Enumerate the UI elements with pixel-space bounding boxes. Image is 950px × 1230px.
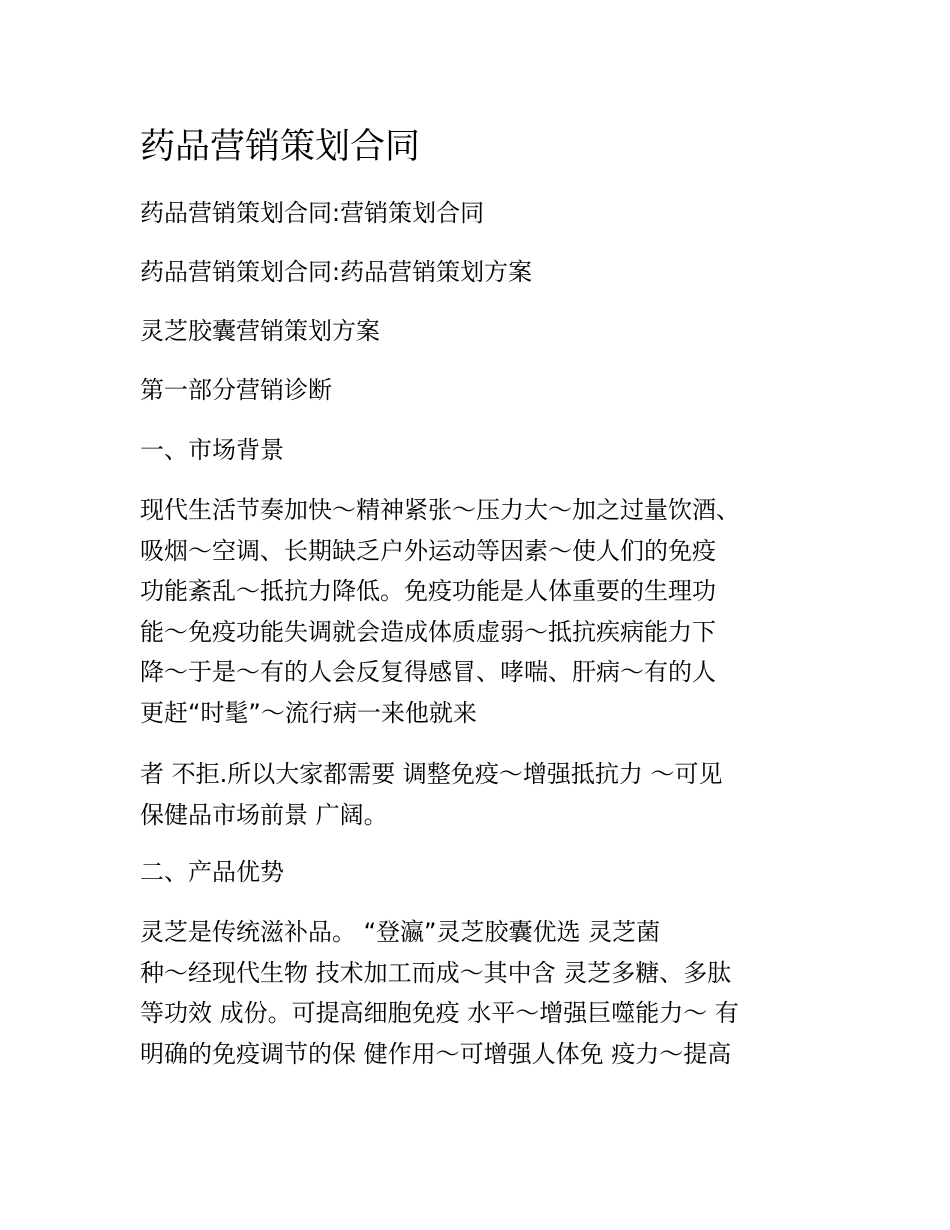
paragraph-market-outlook	[140, 754, 808, 835]
part-one-heading: 第一部分营销诊断	[140, 376, 332, 404]
paragraph-line: 种～经现代生物 技术加工而成～其中含 灵芝多糖、多肽	[140, 958, 732, 987]
paragraph-market-background	[140, 490, 808, 733]
section-market-background-heading: 一、市场背景	[140, 436, 284, 464]
paragraph-line: 功能紊乱～抵抗力降低。免疫功能是人体重要的生理功	[140, 577, 716, 605]
paragraph-line: 吸烟～空调、长期缺乏户外运动等因素～使人们的免疫	[140, 536, 716, 565]
paragraph-line: 能～免疫功能失调就会造成体质虚弱～抵抗疾病能力下	[140, 617, 716, 646]
paragraph-product-advantage	[140, 912, 808, 1074]
subtitle-plan: 药品营销策划合同:药品营销策划方案	[140, 258, 533, 286]
paragraph-line: 者 不拒.所以大家都需要 调整免疫～增强抵抗力 ～可见	[140, 760, 723, 788]
subtitle-contract: 药品营销策划合同:营销策划合同	[140, 199, 485, 227]
section-product-advantage-heading: 二、产品优势	[140, 858, 284, 886]
paragraph-line: 更赶“时髦”～流行病一来他就来	[140, 698, 477, 727]
paragraph-line: 明确的免疫调节的保 健作用～可增强人体免 疫力～提高	[140, 1039, 732, 1068]
paragraph-line: 降～于是～有的人会反复得感冒、哮喘、肝病～有的人	[140, 658, 716, 686]
paragraph-line: 灵芝是传统滋补品。 “登瀛”灵芝胶囊优选 灵芝菌	[140, 918, 661, 946]
paragraph-line: 保健品市场前景 广阔。	[140, 800, 388, 829]
paragraph-line: 等功效 成份。可提高细胞免疫 水平～增强巨噬能力～ 有	[140, 999, 739, 1027]
paragraph-line: 现代生活节奏加快～精神紧张～压力大～加之过量饮酒、	[140, 496, 740, 524]
subtitle-lingzhi-plan: 灵芝胶囊营销策划方案	[140, 317, 380, 345]
document-title: 药品营销策划合同	[140, 127, 421, 167]
